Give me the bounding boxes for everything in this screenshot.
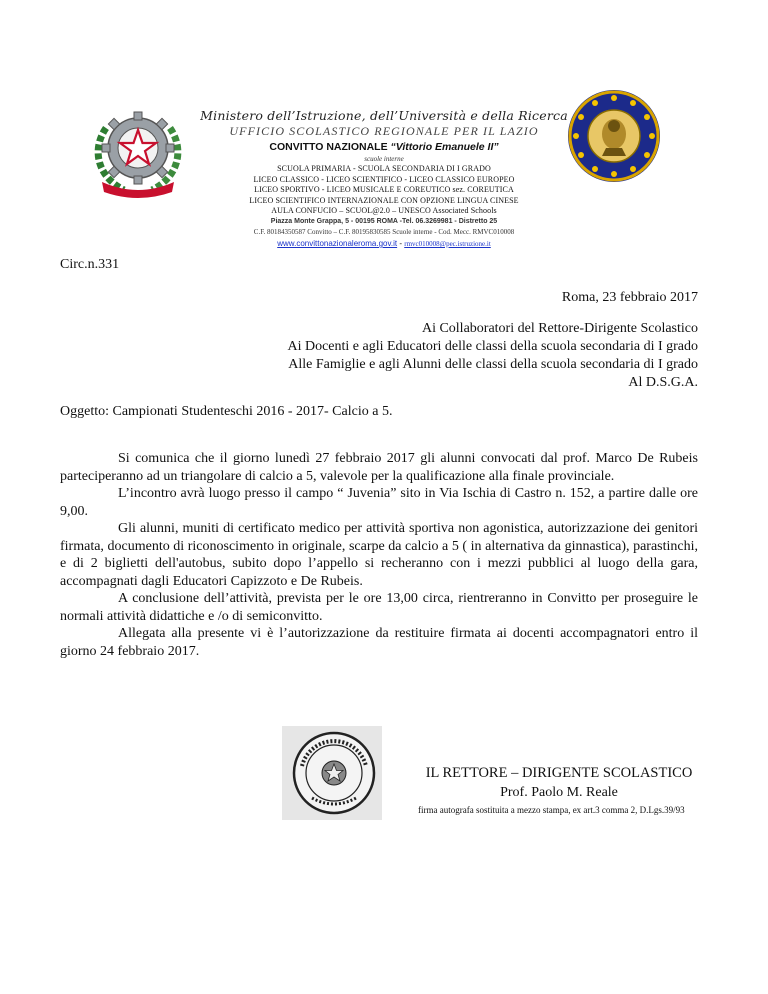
school-name: [150, 139, 618, 155]
signature-note: firma autografa sostituita a mezzo stampa, ex art.3 comma 2, D.Lgs.39/93: [418, 805, 685, 815]
body-paragraph: A conclusione dell’attività, prevista per le ore 13,00 circa, rientreranno in Convitto per proseguire le normali attività didattiche e /o di semiconvitto.: [60, 591, 698, 624]
circular-number: Circ.n.331: [60, 257, 120, 272]
signatory-name: Prof. Paolo M. Reale: [500, 785, 618, 800]
body-paragraph: L’incontro avrà luogo presso il campo “ Juvenia” sito in Via Ischia di Castro n. 152, a partire dalle ore 9,00.: [60, 486, 698, 519]
pec-email-link[interactable]: rmvc010008@pec.istruzione.it: [404, 239, 491, 248]
school-line: LICEO CLASSICO - LICEO SCIENTIFICO - LICEO CLASSICO EUROPEO: [253, 174, 515, 184]
school-address: Piazza Monte Grappa, 5 - 00195 ROMA -Tel. 06.3269981 - Distretto 25: [270, 217, 498, 225]
recipient-line: Ai Docenti e agli Educatori delle classi della scuola secondaria di I grado: [287, 339, 698, 354]
website-link[interactable]: www.convittonazionaleroma.gov.it: [277, 238, 398, 248]
signature-block: [414, 764, 704, 818]
school-line: SCUOLA PRIMARIA - SCUOLA SECONDARIA DI I GRADO: [277, 164, 491, 173]
signatory-title: IL RETTORE – DIRIGENTE SCOLASTICO: [425, 765, 693, 781]
letter-body: [60, 450, 698, 660]
recipient-line: Alle Famiglie e agli Alunni delle classi della scuola secondaria di I grado: [288, 357, 698, 372]
body-paragraph: Gli alunni, muniti di certificato medico per attività sportiva non agonistica, autorizzazione dei genitori firmata, documento di riconoscimento in originale, scarpe da calcio a 5 ( in alternativa da ginnastica), parastinchi, e di 2 biglietti dell'autobus, subito dopo l’appello si recheranno con i mezzi pubblici al luogo della gara, accompagnati dagli Educatori Capizzoto e De Rubeis.: [60, 521, 698, 589]
body-paragraph: Si comunica che il giorno lunedì 27 febbraio 2017 gli alunni convocati dal prof. Marco De Rubeis parteciperanno ad un triangolare di calcio a 5, valevole per la qualificazione alla finale provinciale.: [60, 451, 698, 484]
contact-line: [150, 237, 618, 251]
recipient-line: Al D.S.G.A.: [628, 375, 698, 390]
school-line: LICEO SCIENTIFICO INTERNAZIONALE CON OPZIONE LINGUA CINESE: [249, 195, 519, 205]
school-codes: C.F. 80184350587 Convitto – C.F. 80195830585 Scuole interne - Cod. Mecc. RMVC010008: [253, 227, 515, 236]
school-line: LICEO SPORTIVO - LICEO MUSICALE E COREUTICO sez. COREUTICA: [254, 185, 514, 195]
body-paragraph: Allegata alla presente vi è l’autorizzazione da restituire firmata ai docenti accompagnatori entro il giorno 24 febbraio 2017.: [60, 626, 698, 659]
school-label: CONVITTO NAZIONALE: [269, 141, 391, 153]
school-title: “Vittorio Emanuele II”: [390, 141, 499, 153]
recipients-block: [287, 320, 698, 392]
school-line: AULA CONFUCIO – SCUOL@2.0 – UNESCO Associated Schools: [271, 206, 497, 216]
subject-line: Oggetto: Campionati Studenteschi 2016 - 2017- Calcio a 5.: [60, 404, 393, 419]
letterhead: [150, 108, 618, 251]
contact-separator: -: [397, 238, 405, 248]
letter-date: Roma, 23 febbraio 2017: [561, 290, 698, 305]
school-stamp-icon: [282, 726, 382, 820]
school-subtitle: scuole interne: [364, 155, 404, 163]
regional-office: UFFICIO SCOLASTICO REGIONALE PER IL LAZIO: [229, 124, 539, 138]
ministry-name: Ministero dell’Istruzione, dell’Università e della Ricerca: [200, 108, 568, 123]
recipient-line: Ai Collaboratori del Rettore-Dirigente Scolastico: [421, 321, 698, 336]
